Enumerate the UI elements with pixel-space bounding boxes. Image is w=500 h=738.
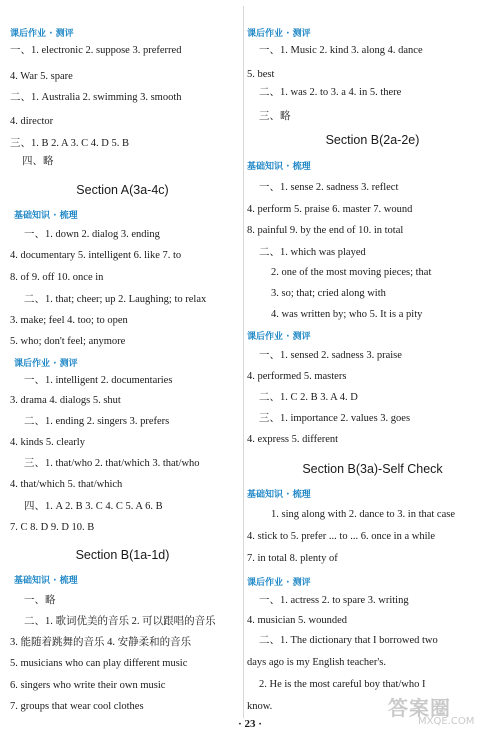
answer-line: 一、1. sensed 2. sadness 3. praise xyxy=(259,350,402,361)
answer-line: 5. who; don't feel; anymore xyxy=(10,336,126,347)
answer-line: 8. painful 9. by the end of 10. in total xyxy=(247,225,404,236)
answer-line: 一、1. sense 2. sadness 3. reflect xyxy=(259,182,399,193)
answer-line: 4. that/which 5. that/which xyxy=(10,479,123,490)
answer-line: 4. performed 5. masters xyxy=(247,371,347,382)
answer-line: 5. musicians who can play different music xyxy=(10,658,188,669)
section-tag: 基础知识 · 梳理 xyxy=(14,576,78,586)
answer-line: 4. War 5. spare xyxy=(10,71,73,82)
answer-line: 一、1. actress 2. to spare 3. writing xyxy=(259,595,409,606)
answer-line: 二、1. which was played xyxy=(259,247,366,258)
answer-line: 一、1. electronic 2. suppose 3. preferred xyxy=(10,45,182,56)
page-number: · 23 · xyxy=(238,718,262,730)
answer-line: 2. He is the most careful boy that/who I xyxy=(259,679,426,690)
answer-line: 一、略 xyxy=(24,595,56,606)
answer-line: 4. express 5. different xyxy=(247,434,339,445)
answer-line: 7. groups that wear cool clothes xyxy=(10,701,144,712)
answer-line: 二、1. that; cheer; up 2. Laughing; to relax xyxy=(24,294,207,305)
answer-line: 4. was written by; who 5. It is a pity xyxy=(271,309,423,320)
answer-line: know. xyxy=(247,701,273,712)
answer-line: 三、1. importance 2. values 3. goes xyxy=(259,413,411,424)
section-heading: Section B(1a-1d) xyxy=(75,548,170,562)
section-tag: 课后作业 · 测评 xyxy=(247,29,311,39)
answer-line: 8. of 9. off 10. once in xyxy=(10,272,104,283)
section-heading: Section B(2a-2e) xyxy=(325,133,420,147)
answer-line: 二、1. was 2. to 3. a 4. in 5. there xyxy=(259,87,402,98)
answer-line: 二、1. C 2. B 3. A 4. D xyxy=(259,392,358,403)
watermark-url: MXQE.COM xyxy=(418,716,475,727)
section-tag: 基础知识 · 梳理 xyxy=(14,211,78,221)
answer-line: 一、1. Music 2. kind 3. along 4. dance xyxy=(259,45,423,56)
answer-line: 4. kinds 5. clearly xyxy=(10,437,85,448)
answer-line: 三、1. that/who 2. that/which 3. that/who xyxy=(24,458,200,469)
watermark-logo: 答案圈 xyxy=(388,696,451,720)
answer-line: 4. stick to 5. prefer ... to ... 6. once in a while xyxy=(247,531,436,542)
section-tag: 基础知识 · 梳理 xyxy=(247,162,311,172)
answer-line: 四、1. A 2. B 3. C 4. C 5. A 6. B xyxy=(24,501,163,512)
answer-line: 三、1. B 2. A 3. C 4. D 5. B xyxy=(10,138,130,149)
answer-line: 4. director xyxy=(10,116,54,127)
answer-line: 三、略 xyxy=(259,111,291,122)
answer-line: 3. so; that; cried along with xyxy=(271,288,386,299)
column-divider xyxy=(243,6,244,718)
answer-line: 4. documentary 5. intelligent 6. like 7. to xyxy=(10,250,182,261)
answer-line: 一、1. down 2. dialog 3. ending xyxy=(24,229,160,240)
section-heading: Section A(3a-4c) xyxy=(76,183,169,197)
section-tag: 基础知识 · 梳理 xyxy=(247,490,311,500)
answer-line: 2. one of the most moving pieces; that xyxy=(271,267,432,278)
answer-line: 4. musician 5. wounded xyxy=(247,615,348,626)
answer-line: 3. make; feel 4. too; to open xyxy=(10,315,128,326)
answer-line: 4. perform 5. praise 6. master 7. wound xyxy=(247,204,413,215)
section-tag: 课后作业 · 测评 xyxy=(247,332,311,342)
answer-line: 3. drama 4. dialogs 5. shut xyxy=(10,395,121,406)
section-heading: Section B(3a)-Self Check xyxy=(302,462,443,476)
answer-line: 一、1. intelligent 2. documentaries xyxy=(24,375,173,386)
answer-line: 二、1. 歌词优美的音乐 2. 可以跟唱的音乐 xyxy=(24,616,216,627)
answer-line: 二、1. The dictionary that I borrowed two xyxy=(259,635,438,646)
answer-line: 7. C 8. D 9. D 10. B xyxy=(10,522,95,533)
answer-line: 四、略 xyxy=(22,156,54,167)
answer-line: 二、1. Australia 2. swimming 3. smooth xyxy=(10,92,182,103)
answer-line: 1. sing along with 2. dance to 3. in that case xyxy=(271,509,456,520)
answer-line: 3. 能随着跳舞的音乐 4. 安静柔和的音乐 xyxy=(10,637,192,648)
answer-line: 二、1. ending 2. singers 3. prefers xyxy=(24,416,170,427)
section-tag: 课后作业 · 测评 xyxy=(10,29,74,39)
answer-line: 6. singers who write their own music xyxy=(10,680,166,691)
answer-line: 7. in total 8. plenty of xyxy=(247,553,338,564)
answer-line: 5. best xyxy=(247,69,275,80)
answer-line: days ago is my English teacher's. xyxy=(247,657,386,668)
section-tag: 课后作业 · 测评 xyxy=(247,578,311,588)
section-tag: 课后作业 · 测评 xyxy=(14,359,78,369)
